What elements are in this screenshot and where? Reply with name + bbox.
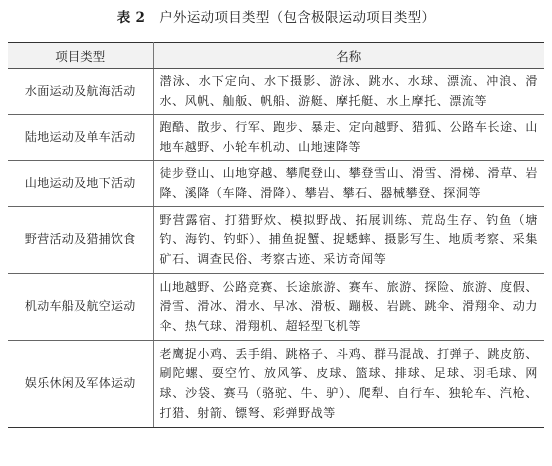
header-type: 项目类型 [8,43,153,69]
row-type: 水面运动及航海活动 [8,69,153,115]
table-row [8,69,544,115]
row-type: 野营活动及猎捕饮食 [8,207,153,274]
row-names: 野营露宿、打猎野炊、模拟野战、拓展训练、荒岛生存、钓鱼（塘钓、海钓、钓虾）、捕鱼捉蟹、捉蟋蟀、摄影写生、地质考察、采集矿石、调查民俗、考察古迹、采访奇闻等 [153,207,544,274]
row-names: 徒步登山、山地穿越、攀爬登山、攀登雪山、滑雪、滑梯、滑草、岩降、溪降（车降、滑降）、攀岩、攀石、器械攀登、探洞等 [153,161,544,207]
table-caption [0,9,552,27]
row-names: 潜泳、水下定向、水下摄影、游泳、跳水、水球、漂流、冲浪、滑水、风帆、舢舨、帆船、游艇、摩托艇、水上摩托、漂流等 [153,69,544,115]
row-type: 陆地运动及单车活动 [8,115,153,161]
row-names: 山地越野、公路竞赛、长途旅游、赛车、旅游、探险、旅游、度假、滑雪、滑冰、滑水、早冰、滑板、蹦极、岩跳、跳伞、滑翔伞、动力伞、热气球、滑翔机、超轻型飞机等 [153,274,544,341]
table-row [8,161,544,207]
table-title: 户外运动项目类型（包含极限运动项目类型） [159,10,436,26]
table-row [8,115,544,161]
row-type: 娱乐休闲及军体运动 [8,341,153,428]
header-name: 名称 [153,43,544,69]
table-row [8,207,544,274]
table-row [8,341,544,428]
table-number: 表 2 [116,10,146,26]
sports-type-table [8,42,544,428]
row-names: 跑酷、散步、行军、跑步、暴走、定向越野、猎狐、公路车长途、山地车越野、小轮车机动、山地速降等 [153,115,544,161]
row-type: 机动车船及航空运动 [8,274,153,341]
table-row [8,274,544,341]
row-type: 山地运动及地下活动 [8,161,153,207]
header-row [8,43,544,69]
row-names: 老鹰捉小鸡、丢手绢、跳格子、斗鸡、群马混战、打弹子、跳皮筋、刷陀螺、耍空竹、放风筝、皮球、篮球、排球、足球、羽毛球、网球、沙袋、赛马（骆驼、牛、驴）、爬犁、自行车、独轮车、汽枪、打猎、射箭、镖弩、彩弹野战等 [153,341,544,428]
